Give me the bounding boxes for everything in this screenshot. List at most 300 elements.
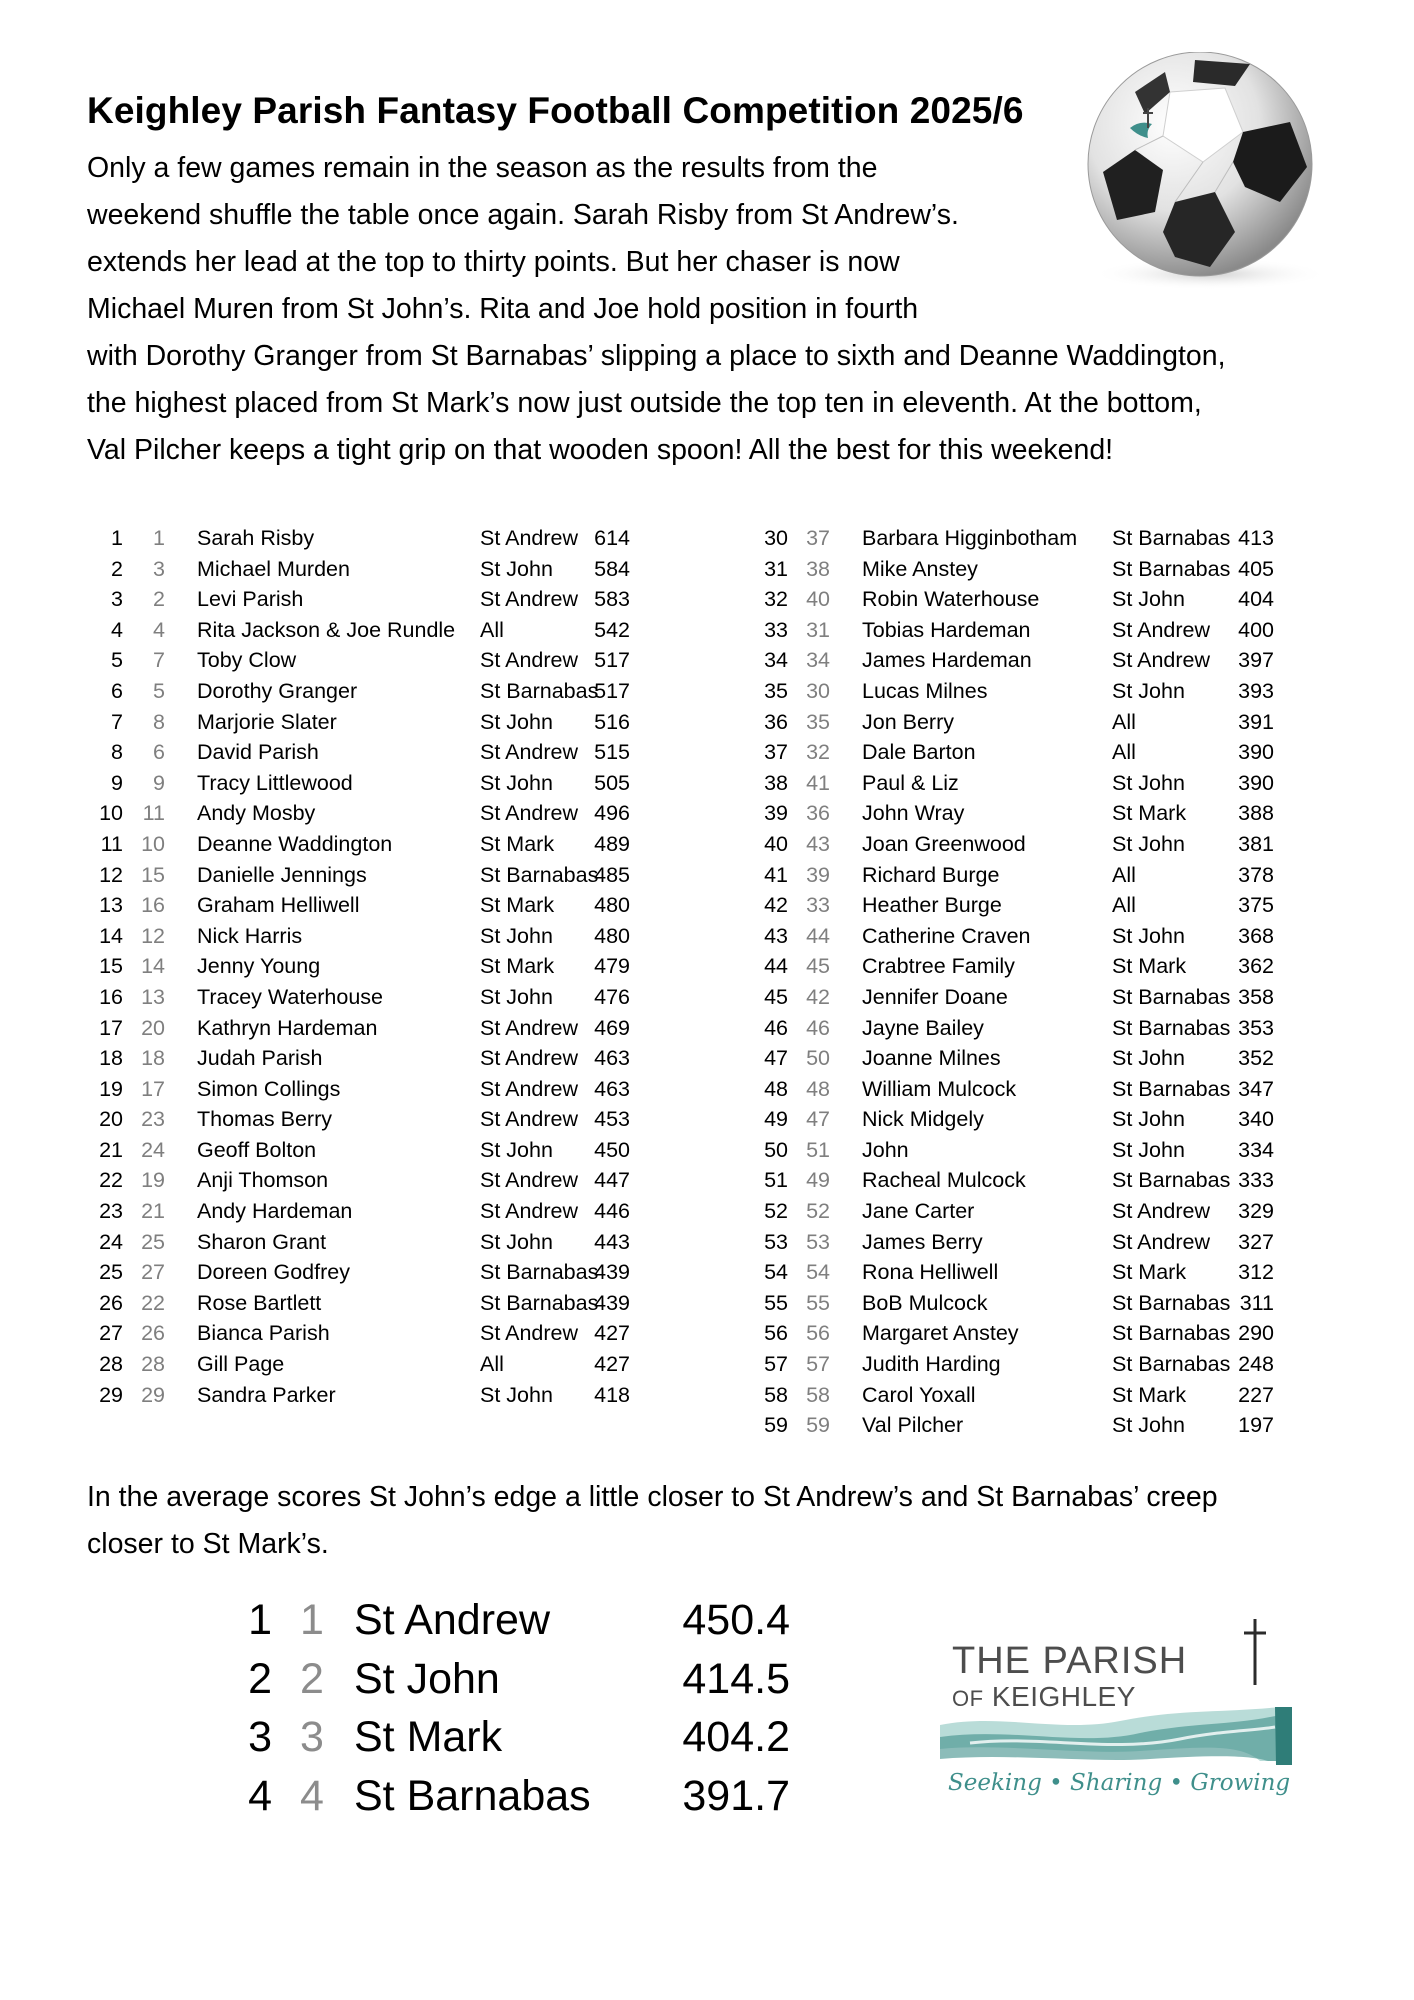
rank-cell: 58 [764, 1382, 788, 1407]
player-name-cell: Paul & Liz [862, 770, 959, 795]
player-name-cell: Danielle Jennings [197, 862, 367, 887]
rank-cell: 54 [764, 1260, 788, 1285]
church-cell: St Barnabas [1112, 1015, 1231, 1040]
rank-cell: 51 [764, 1168, 788, 1193]
previous-rank-cell: 5 [153, 678, 165, 703]
rank-cell: 28 [99, 1352, 123, 1377]
score-cell: 443 [594, 1229, 630, 1254]
church-cell: All [1112, 893, 1136, 918]
church-cell: St Andrew [480, 526, 578, 550]
table-row [752, 890, 1352, 921]
previous-rank-cell: 24 [141, 1137, 165, 1162]
church-cell: St Barnabas [1112, 984, 1231, 1009]
previous-rank-cell: 1 [153, 526, 165, 550]
score-cell: 485 [594, 862, 630, 887]
score-cell: 542 [594, 617, 630, 642]
church-cell: St Andrew [480, 1168, 578, 1193]
church-cell: St Andrew [1112, 648, 1210, 673]
score-cell: 248 [1238, 1352, 1274, 1377]
previous-rank-cell: 15 [141, 862, 165, 887]
intro-line: Only a few games remain in the season as the results from the [87, 152, 878, 184]
rank-cell: 48 [764, 1076, 788, 1101]
rank-cell: 40 [764, 831, 788, 856]
rank-cell: 12 [99, 862, 123, 887]
church-cell: St Barnabas [1112, 1352, 1231, 1377]
score-cell: 378 [1238, 862, 1274, 887]
church-cell: St Mark [1112, 1260, 1187, 1285]
rank-cell: 23 [99, 1199, 123, 1224]
player-name-cell: Carol Yoxall [862, 1382, 976, 1407]
previous-rank-cell: 35 [806, 709, 830, 734]
score-cell: 290 [1238, 1321, 1274, 1346]
table-row [752, 1410, 1352, 1441]
player-name-cell: John [862, 1137, 909, 1162]
church-cell: St Andrew [480, 1076, 578, 1101]
church-cell: St Andrew [480, 648, 578, 673]
score-cell: 400 [1238, 617, 1274, 642]
rank-cell: 1 [248, 1596, 272, 1644]
player-name-cell: Crabtree Family [862, 954, 1015, 979]
previous-rank-cell: 54 [806, 1260, 830, 1285]
average-score-cell: 414.5 [682, 1654, 790, 1703]
table-row [87, 951, 687, 982]
rank-cell: 55 [764, 1290, 788, 1315]
previous-rank-cell: 45 [806, 954, 830, 979]
rank-cell: 30 [764, 526, 788, 550]
score-cell: 453 [594, 1107, 630, 1132]
previous-rank-cell: 57 [806, 1352, 830, 1377]
church-cell: St Barnabas [480, 1290, 599, 1315]
rank-cell: 34 [764, 648, 788, 673]
score-cell: 404 [1238, 587, 1274, 612]
church-cell: St Andrew [1112, 617, 1210, 642]
previous-rank-cell: 28 [141, 1352, 165, 1377]
table-row [752, 829, 1352, 860]
player-name-cell: David Parish [197, 740, 319, 765]
previous-rank-cell: 12 [141, 923, 165, 948]
standings-table-left [87, 523, 687, 1410]
score-cell: 327 [1238, 1229, 1274, 1254]
church-cell: St Barnabas [1112, 1321, 1231, 1346]
church-cell: St Andrew [354, 1596, 550, 1644]
previous-rank-cell: 50 [806, 1046, 830, 1071]
table-row [87, 1288, 687, 1319]
church-cell: St Mark [480, 893, 555, 918]
intro-line: the highest placed from St Mark’s now just outside the top ten in eleventh. At the bottom, [87, 387, 1202, 419]
player-name-cell: Catherine Craven [862, 923, 1031, 948]
table-row [752, 584, 1352, 615]
table-row [752, 951, 1352, 982]
player-name-cell: Jayne Bailey [862, 1015, 984, 1040]
player-name-cell: Sharon Grant [197, 1229, 327, 1254]
table-row [752, 982, 1352, 1013]
player-name-cell: Jennifer Doane [862, 984, 1008, 1009]
score-cell: 353 [1238, 1015, 1274, 1040]
player-name-cell: Judith Harding [862, 1352, 1001, 1377]
rank-cell: 17 [99, 1015, 123, 1040]
table-row [87, 676, 687, 707]
table-row [87, 1104, 687, 1135]
logo-tagline: Seeking • Sharing • Growing [948, 1770, 1291, 1796]
previous-rank-cell: 20 [141, 1015, 165, 1040]
church-cell: All [480, 617, 504, 642]
score-cell: 614 [594, 526, 630, 550]
player-name-cell: Geoff Bolton [197, 1137, 317, 1162]
rank-cell: 38 [764, 770, 788, 795]
table-row [87, 523, 687, 554]
rank-cell: 41 [764, 862, 788, 887]
rank-cell: 59 [764, 1413, 788, 1438]
church-cell: St Andrew [1112, 1199, 1210, 1224]
player-name-cell: Barbara Higginbotham [862, 526, 1078, 550]
player-name-cell: Andy Mosby [197, 801, 316, 826]
table-row [87, 1349, 687, 1380]
previous-rank-cell: 19 [141, 1168, 165, 1193]
table-row [752, 523, 1352, 554]
previous-rank-cell: 2 [300, 1654, 324, 1703]
table-row [87, 1196, 687, 1227]
previous-rank-cell: 42 [806, 984, 830, 1009]
previous-rank-cell: 51 [806, 1137, 830, 1162]
rank-cell: 6 [111, 678, 123, 703]
table-row [752, 1104, 1352, 1135]
player-name-cell: Andy Hardeman [197, 1199, 353, 1224]
player-name-cell: Judah Parish [197, 1046, 323, 1071]
previous-rank-cell: 11 [142, 801, 165, 826]
church-cell: St Mark [354, 1713, 503, 1761]
table-row [87, 554, 687, 585]
score-cell: 450 [594, 1137, 630, 1162]
previous-rank-cell: 41 [806, 770, 830, 795]
score-cell: 505 [594, 770, 630, 795]
church-cell: St Barnabas [480, 678, 599, 703]
logo-title: THE PARISH [952, 1640, 1188, 1682]
rank-cell: 35 [764, 678, 788, 703]
rank-cell: 2 [248, 1654, 272, 1703]
table-row [87, 860, 687, 891]
church-cell: St Mark [1112, 954, 1187, 979]
rank-cell: 49 [764, 1107, 788, 1132]
table-row [752, 1074, 1352, 1105]
score-cell: 358 [1238, 984, 1274, 1009]
score-cell: 463 [594, 1076, 630, 1101]
table-row [87, 1380, 687, 1411]
previous-rank-cell: 6 [153, 740, 165, 765]
previous-rank-cell: 18 [141, 1046, 165, 1071]
previous-rank-cell: 17 [141, 1076, 165, 1101]
previous-rank-cell: 38 [806, 556, 830, 581]
table-row [752, 645, 1352, 676]
score-cell: 390 [1238, 770, 1274, 795]
rank-cell: 24 [99, 1229, 123, 1254]
player-name-cell: Rona Helliwell [862, 1260, 999, 1285]
church-cell: St Andrew [480, 740, 578, 765]
rank-cell: 21 [99, 1137, 123, 1162]
church-cell: St Mark [480, 831, 555, 856]
football-icon [1075, 52, 1335, 292]
rank-cell: 44 [764, 954, 788, 979]
logo-subtitle-main: KEIGHLEY [991, 1681, 1136, 1712]
church-cell: All [1112, 740, 1136, 765]
church-cell: St John [480, 556, 553, 581]
player-name-cell: Lucas Milnes [862, 678, 988, 703]
table-row [87, 1227, 687, 1258]
previous-rank-cell: 16 [141, 893, 165, 918]
player-name-cell: Tracy Littlewood [197, 770, 353, 795]
rank-cell: 47 [764, 1046, 788, 1071]
player-name-cell: Thomas Berry [197, 1107, 333, 1132]
intro-line: Michael Muren from St John’s. Rita and Joe hold position in fourth [87, 293, 919, 325]
previous-rank-cell: 49 [806, 1168, 830, 1193]
score-cell: 427 [594, 1352, 630, 1377]
score-cell: 388 [1238, 801, 1274, 826]
score-cell: 515 [594, 740, 630, 765]
table-row [87, 921, 687, 952]
rank-cell: 11 [100, 831, 123, 856]
previous-rank-cell: 23 [141, 1107, 165, 1132]
church-cell: St John [480, 1382, 553, 1407]
rank-cell: 52 [764, 1199, 788, 1224]
table-row [752, 768, 1352, 799]
previous-rank-cell: 3 [300, 1713, 324, 1761]
church-cell: St Andrew [480, 1199, 578, 1224]
score-cell: 496 [594, 801, 630, 826]
previous-rank-cell: 37 [806, 526, 830, 550]
table-row [752, 1380, 1352, 1411]
score-cell: 312 [1238, 1260, 1274, 1285]
player-name-cell: Jenny Young [197, 954, 321, 979]
player-name-cell: Dorothy Granger [197, 678, 358, 703]
table-row [87, 1165, 687, 1196]
player-name-cell: Anji Thomson [197, 1168, 329, 1193]
previous-rank-cell: 29 [141, 1382, 165, 1407]
logo-subtitle-small: OF [952, 1686, 984, 1711]
previous-rank-cell: 4 [153, 617, 165, 642]
church-cell: St John [1112, 770, 1185, 795]
rank-cell: 10 [99, 801, 123, 826]
score-cell: 333 [1238, 1168, 1274, 1193]
church-cell: St Andrew [480, 1321, 578, 1346]
table-row [87, 1257, 687, 1288]
intro-line: Val Pilcher keeps a tight grip on that wooden spoon! All the best for this weekend! [87, 434, 1114, 466]
score-cell: 447 [594, 1168, 630, 1193]
previous-rank-cell: 43 [806, 831, 830, 856]
score-cell: 334 [1238, 1137, 1274, 1162]
table-row [87, 829, 687, 860]
previous-rank-cell: 58 [806, 1382, 830, 1407]
church-cell: St John [1112, 1137, 1185, 1162]
previous-rank-cell: 3 [153, 556, 165, 581]
player-name-cell: John Wray [862, 801, 965, 826]
church-cell: St Mark [1112, 801, 1187, 826]
player-name-cell: Nick Midgely [862, 1107, 984, 1132]
rank-cell: 32 [764, 587, 788, 612]
previous-rank-cell: 21 [141, 1199, 165, 1224]
intro-line: weekend shuffle the table once again. Sarah Risby from St Andrew’s. [87, 199, 959, 231]
table-row [752, 1318, 1352, 1349]
score-cell: 352 [1238, 1046, 1274, 1071]
score-cell: 489 [594, 831, 630, 856]
rank-cell: 27 [99, 1321, 123, 1346]
previous-rank-cell: 40 [806, 587, 830, 612]
table-row [752, 1135, 1352, 1166]
rank-cell: 7 [111, 709, 123, 734]
previous-rank-cell: 25 [141, 1229, 165, 1254]
table-row [87, 737, 687, 768]
player-name-cell: Gill Page [197, 1352, 285, 1377]
player-name-cell: Deanne Waddington [197, 831, 393, 856]
table-row [752, 676, 1352, 707]
church-cell: St Barnabas [1112, 1290, 1231, 1315]
rank-cell: 39 [764, 801, 788, 826]
player-name-cell: Heather Burge [862, 893, 1002, 918]
table-row [752, 1013, 1352, 1044]
player-name-cell: Tobias Hardeman [862, 617, 1031, 642]
church-cell: St Barnabas [1112, 556, 1231, 581]
rank-cell: 5 [111, 648, 123, 673]
church-cell: St Mark [480, 954, 555, 979]
table-row [87, 890, 687, 921]
church-cell: St John [1112, 1046, 1185, 1071]
rank-cell: 3 [248, 1713, 272, 1761]
rank-cell: 42 [764, 893, 788, 918]
score-cell: 311 [1239, 1290, 1274, 1315]
church-cell: St John [480, 1229, 553, 1254]
rank-cell: 4 [248, 1771, 272, 1820]
table-row [87, 798, 687, 829]
previous-rank-cell: 8 [153, 709, 165, 734]
score-cell: 347 [1238, 1076, 1274, 1101]
previous-rank-cell: 39 [806, 862, 830, 887]
previous-rank-cell: 47 [806, 1107, 830, 1132]
previous-rank-cell: 13 [141, 984, 165, 1009]
score-cell: 413 [1238, 526, 1274, 550]
previous-rank-cell: 9 [153, 770, 165, 795]
church-cell: St John [1112, 678, 1185, 703]
church-cell: St Andrew [480, 1107, 578, 1132]
church-cell: St John [480, 709, 553, 734]
table-row [87, 1135, 687, 1166]
church-cell: St John [354, 1654, 500, 1703]
table-row [87, 615, 687, 646]
rank-cell: 16 [99, 984, 123, 1009]
player-name-cell: Joan Greenwood [862, 831, 1026, 856]
table-row [752, 707, 1352, 738]
church-cell: All [1112, 862, 1136, 887]
previous-rank-cell: 55 [806, 1290, 830, 1315]
score-cell: 418 [594, 1382, 630, 1407]
previous-rank-cell: 26 [141, 1321, 165, 1346]
rank-cell: 29 [99, 1382, 123, 1407]
score-cell: 391 [1238, 709, 1274, 734]
score-cell: 583 [594, 587, 630, 612]
intro-line: extends her lead at the top to thirty points. But her chaser is now [87, 246, 900, 278]
previous-rank-cell: 33 [806, 893, 830, 918]
player-name-cell: Rose Bartlett [197, 1290, 322, 1315]
previous-rank-cell: 48 [806, 1076, 830, 1101]
score-cell: 439 [594, 1260, 630, 1285]
rank-cell: 8 [111, 740, 123, 765]
player-name-cell: BoB Mulcock [862, 1290, 988, 1315]
player-name-cell: Doreen Godfrey [197, 1260, 350, 1285]
parish-logo [940, 1615, 1300, 1815]
previous-rank-cell: 32 [806, 740, 830, 765]
previous-rank-cell: 56 [806, 1321, 830, 1346]
rank-cell: 36 [764, 709, 788, 734]
rank-cell: 20 [99, 1107, 123, 1132]
previous-rank-cell: 1 [300, 1596, 324, 1644]
rank-cell: 25 [99, 1260, 123, 1285]
player-name-cell: James Berry [862, 1229, 983, 1254]
church-cell: St Andrew [480, 587, 578, 612]
rank-cell: 1 [111, 526, 123, 550]
table-row [752, 921, 1352, 952]
table-row [752, 798, 1352, 829]
previous-rank-cell: 31 [806, 617, 830, 642]
church-cell: St Mark [1112, 1382, 1187, 1407]
rank-cell: 31 [764, 556, 788, 581]
church-cell: St John [480, 1137, 553, 1162]
score-cell: 517 [594, 678, 630, 703]
church-cell: St Barnabas [1112, 1168, 1231, 1193]
rank-cell: 13 [99, 893, 123, 918]
church-cell: All [480, 1352, 504, 1377]
church-cell: St John [1112, 1413, 1185, 1438]
score-cell: 584 [594, 556, 630, 581]
rank-cell: 19 [99, 1076, 123, 1101]
average-intro-line: closer to St Mark’s. [87, 1528, 329, 1560]
score-cell: 390 [1238, 740, 1274, 765]
score-cell: 476 [594, 984, 630, 1009]
player-name-cell: Graham Helliwell [197, 893, 360, 918]
score-cell: 340 [1238, 1107, 1274, 1132]
church-cell: St Barnabas [354, 1771, 591, 1820]
player-name-cell: Kathryn Hardeman [197, 1015, 378, 1040]
church-cell: St John [1112, 831, 1185, 856]
rank-cell: 4 [111, 617, 123, 642]
rank-cell: 50 [764, 1137, 788, 1162]
player-name-cell: Marjorie Slater [197, 709, 337, 734]
player-name-cell: Jon Berry [862, 709, 955, 734]
previous-rank-cell: 36 [806, 801, 830, 826]
rank-cell: 45 [764, 984, 788, 1009]
score-cell: 517 [594, 648, 630, 673]
table-row [87, 1318, 687, 1349]
table-row [752, 1349, 1352, 1380]
table-row [752, 615, 1352, 646]
church-cell: St John [1112, 923, 1185, 948]
rank-cell: 2 [111, 556, 123, 581]
standings-table-right [752, 523, 1352, 1441]
rank-cell: 14 [99, 923, 123, 948]
rank-cell: 18 [99, 1046, 123, 1071]
table-row [752, 1043, 1352, 1074]
rank-cell: 3 [111, 587, 123, 612]
player-name-cell: Simon Collings [197, 1076, 341, 1101]
church-cell: St Andrew [480, 1046, 578, 1071]
intro-line: with Dorothy Granger from St Barnabas’ slipping a place to sixth and Deanne Waddington, [87, 340, 1226, 372]
church-cell: All [1112, 709, 1136, 734]
previous-rank-cell: 34 [806, 648, 830, 673]
score-cell: 405 [1238, 556, 1274, 581]
score-cell: 381 [1238, 831, 1274, 856]
church-cell: St John [480, 984, 553, 1009]
previous-rank-cell: 14 [141, 954, 165, 979]
table-row [752, 1227, 1352, 1258]
player-name-cell: Levi Parish [197, 587, 304, 612]
previous-rank-cell: 2 [153, 587, 165, 612]
waves-icon [940, 1703, 1300, 1768]
